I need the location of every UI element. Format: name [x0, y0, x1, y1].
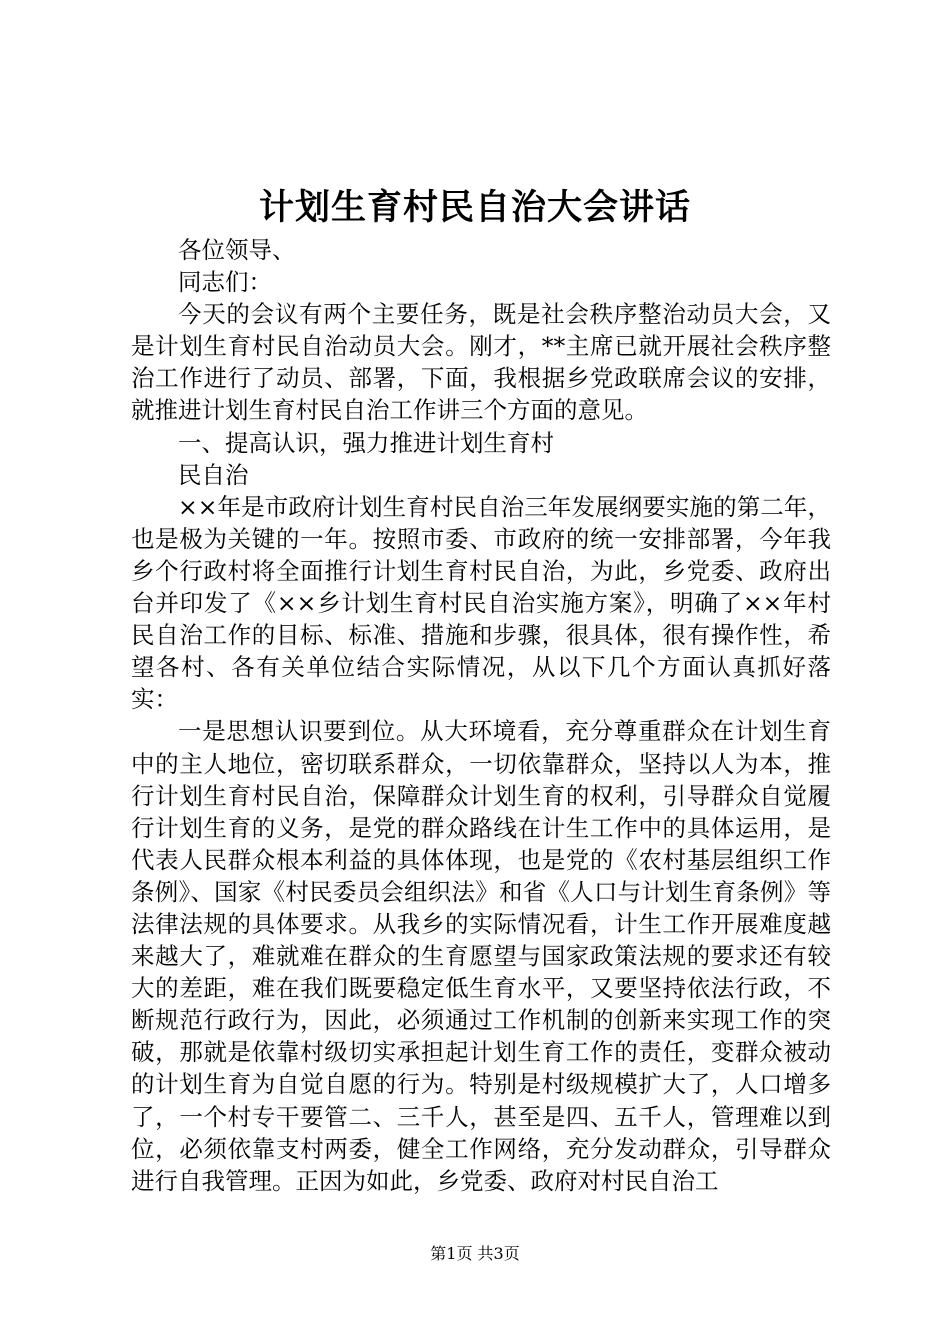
paragraph-background: ××年是市政府计划生育村民自治三年发展纲要实施的第二年，也是极为关键的一年。按照市委、市政府的统一安排部署，今年我乡个行政村将全面推行计划生育村民自治，为此，乡党委、政府出台并印发了《××乡计划生育村民自治实施方案》，明确了××年村民自治工作的目标、标准、措施和步骤，很具体，很有操作性，希望各村、各有关单位结合实际情况，从以下几个方面认真抓好落实： — [131, 492, 831, 714]
paragraph-salutation-1: 各位领导、 — [178, 236, 296, 264]
document-title: 计划生育村民自治大会讲话 — [258, 187, 691, 228]
page-footer: 第1页 共3页 — [430, 1244, 520, 1263]
section-heading-1: 一、提高认识，强力推进计划生育村 — [178, 428, 554, 457]
paragraph-point-1: 一是思想认识要到位。从大环境看，充分尊重群众在计划生育中的主人地位，密切联系群众，一切依靠群众，坚持以人为本，推行计划生育村民自治，保障群众计划生育的权利，引导群众自觉履行计划生育的义务，是党的群众路线在计生工作中的具体运用，是代表人民群众根本利益的具体体现，也是党的《农村基层组织工作条例》、国家《村民委员会组织法》和省《人口与计划生育条例》等法律法规的具体要求。从我乡的实际情况看，计生工作开展难度越来越大了，难就难在群众的生育愿望与国家政策法规的要求还有较大的差距，难在我们既要稳定低生育水平，又要坚持依法行政，不断规范行政行为，因此，必须通过工作机制的创新来实现工作的突破，那就是依靠村级切实承担起计划生育工作的责任，变群众被动的计划生育为自觉自愿的行为。特别是村级规模扩大了，人口增多了，一个村专干要管二、三千人，甚至是四、五千人，管理难以到位，必须依靠支村两委，健全工作网络，充分发动群众，引导群众进行自我管理。正因为如此，乡党委、政府对村民自治工 — [131, 717, 831, 1195]
section-heading-1-continued: 民自治 — [178, 460, 249, 489]
paragraph-intro: 今天的会议有两个主要任务，既是社会秩序整治动员大会，又是计划生育村民自治动员大会。刚才，**主席已就开展社会秩序整治工作进行了动员、部署，下面，我根据乡党政联席会议的安排，就推进计划生育村民自治工作讲三个方面的意见。 — [131, 300, 831, 425]
document-body — [131, 234, 831, 1197]
paragraph-salutation-2: 同志们： — [178, 268, 272, 297]
